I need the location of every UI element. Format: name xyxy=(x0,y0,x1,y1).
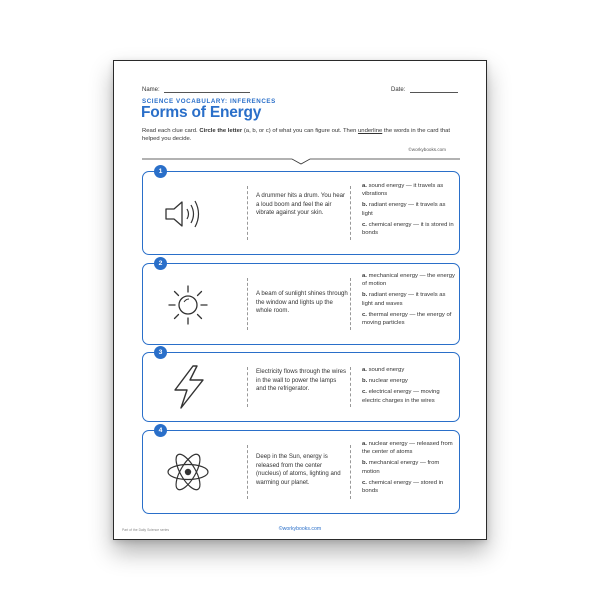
instructions-bold: Circle the letter xyxy=(199,128,243,134)
card-separator xyxy=(247,445,248,499)
clue-card-3 xyxy=(142,349,460,422)
option-text: nuclear energy — released from the center of atoms xyxy=(362,441,453,456)
instructions-text-1: Read each clue card. xyxy=(142,128,200,134)
option-b[interactable] xyxy=(362,201,457,217)
option-a[interactable] xyxy=(362,366,457,374)
option-b[interactable] xyxy=(362,291,457,307)
date-line xyxy=(410,87,458,93)
date-field xyxy=(391,87,458,93)
clue-card-2 xyxy=(142,260,460,345)
name-label: Name: xyxy=(142,87,160,93)
clue-text: A drummer hits a drum. You hear a loud boom and feel the air vibrate against your skin. xyxy=(256,192,346,217)
answer-options xyxy=(362,182,457,240)
answer-options xyxy=(362,366,457,408)
option-letter: c. xyxy=(362,389,367,396)
option-letter: b. xyxy=(362,292,368,299)
clue-text: Electricity flows through the wires in the wall to power the lamps and the refrigerator. xyxy=(256,368,347,393)
option-letter: a. xyxy=(362,367,367,373)
option-c[interactable] xyxy=(362,221,457,237)
option-text: radiant energy — it travels as light and waves xyxy=(362,292,446,307)
card-number-badge: 1 xyxy=(154,165,167,178)
date-label: Date: xyxy=(390,87,406,93)
option-text: radiant energy — it travels as light xyxy=(362,202,446,217)
name-line xyxy=(164,87,250,93)
clue-text: Deep in the Sun, energy is released from the center (nucleus) of atoms, lighting and warming our planet. xyxy=(256,453,341,486)
worksheet-kicker: SCIENCE VOCABULARY: INFERENCES xyxy=(142,98,276,105)
card-separator xyxy=(350,278,351,330)
answer-options xyxy=(362,440,457,498)
option-text: sound energy xyxy=(368,367,405,373)
sun-icon xyxy=(167,284,209,326)
atom-icon xyxy=(165,449,211,495)
card-separator xyxy=(247,278,248,330)
option-text: chemical energy — stored in bonds xyxy=(362,479,444,495)
speaker-sound-icon xyxy=(163,198,209,230)
card-number-badge: 3 xyxy=(154,346,167,359)
footer-series-note: Part of the Daily Science series xyxy=(122,528,170,532)
worksheet-page xyxy=(113,60,487,540)
instructions-text-2: (a, b, or c) of what you can figure out. Then xyxy=(242,128,359,134)
card-separator xyxy=(247,367,248,407)
divider-line xyxy=(142,153,460,165)
card-number-badge: 2 xyxy=(154,257,167,270)
option-b[interactable] xyxy=(362,459,457,475)
instructions xyxy=(142,127,462,144)
option-c[interactable] xyxy=(362,311,457,327)
option-letter: a. xyxy=(362,183,367,189)
worksheet-title: Forms of Energy xyxy=(141,104,262,121)
option-a[interactable] xyxy=(362,440,457,456)
option-letter: c. xyxy=(362,479,367,486)
card-separator xyxy=(350,367,351,407)
option-text: sound energy — it travels as vibrations xyxy=(362,183,444,198)
footer-credit[interactable]: ©workybooks.com xyxy=(278,526,322,532)
option-text: mechanical energy — from motion xyxy=(362,460,440,475)
option-text: electrical energy — moving electric charges in the wires xyxy=(362,389,440,404)
option-text: chemical energy — it is stored in bonds xyxy=(362,221,454,237)
clue-card-1 xyxy=(142,168,460,255)
option-a[interactable] xyxy=(362,272,457,288)
card-separator xyxy=(247,186,248,240)
option-letter: c. xyxy=(362,311,367,318)
option-text: thermal energy — the energy of moving particles xyxy=(362,311,452,327)
option-letter: b. xyxy=(362,460,368,467)
option-b[interactable] xyxy=(362,377,457,385)
card-separator xyxy=(350,186,351,240)
answer-options xyxy=(362,272,457,330)
option-text: mechanical energy — the energy of motion xyxy=(362,273,456,288)
option-a[interactable] xyxy=(362,182,457,198)
instructions-text-3: the words in the card that helped you decide. xyxy=(142,128,451,143)
option-letter: c. xyxy=(362,221,367,228)
clue-card-4 xyxy=(142,427,460,514)
option-letter: b. xyxy=(362,202,368,209)
clue-text: A beam of sunlight shines through the window and lights up the whole room. xyxy=(256,290,348,315)
option-c[interactable] xyxy=(362,388,457,404)
option-c[interactable] xyxy=(362,479,457,495)
card-number-badge: 4 xyxy=(154,424,167,437)
lightning-bolt-icon xyxy=(169,364,209,410)
credit-top: ©workybooks.com xyxy=(408,147,446,152)
name-field xyxy=(142,87,250,93)
card-separator xyxy=(350,445,351,499)
option-letter: b. xyxy=(362,378,368,385)
option-letter: a. xyxy=(362,441,367,447)
instructions-underline: underline xyxy=(358,128,383,134)
option-letter: a. xyxy=(362,273,367,279)
option-text: nuclear energy xyxy=(368,378,408,385)
